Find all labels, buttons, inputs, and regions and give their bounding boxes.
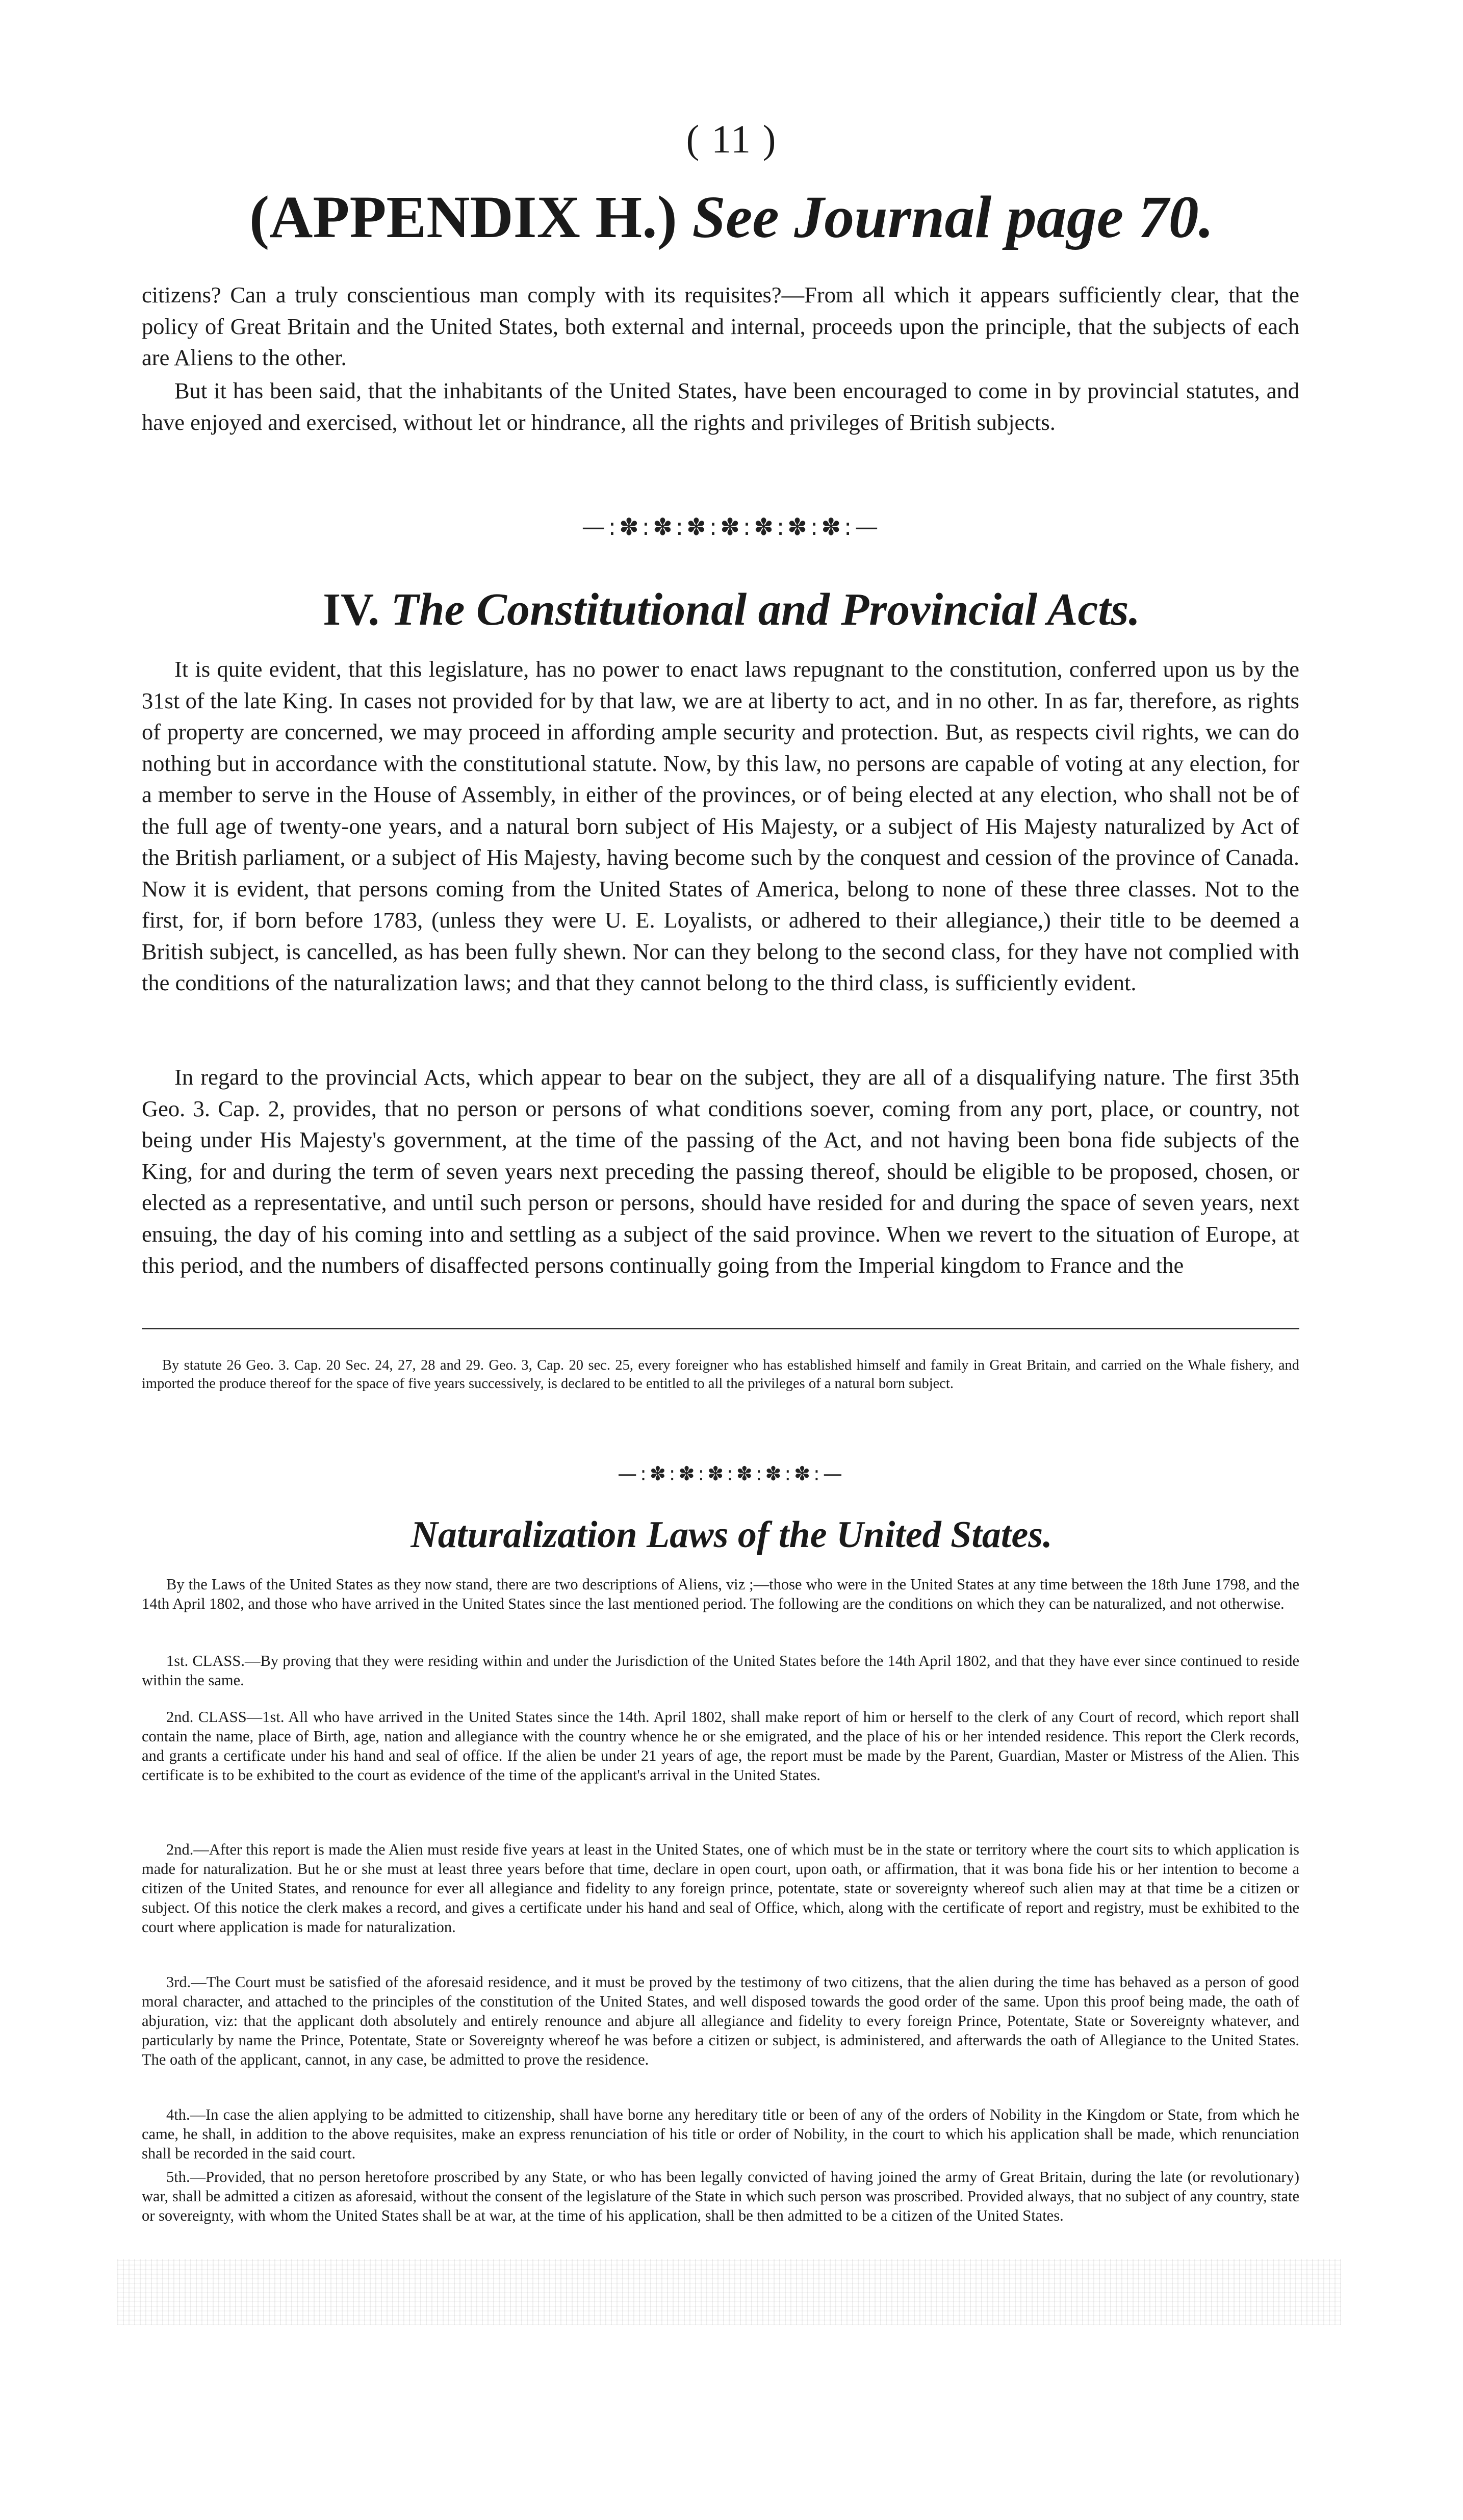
section-divider-ornament: —:✽:✽:✽:✽:✽:✽:✽:—	[581, 513, 882, 541]
footnote-divider-ornament: —:✽:✽:✽:✽:✽:✽:—	[618, 1462, 845, 1485]
naturalization-heading: Naturalization Laws of the United States.	[410, 1514, 1053, 1556]
naturalization-class-1: 1st. CLASS.—By proving that they were residing within and under the Jurisdiction of the United States before the 14th April 1802, and that they have ever since continued to reside within the same.	[142, 1652, 1299, 1689]
section-heading	[0, 583, 1463, 636]
intro-paragraph-1: citizens? Can a truly conscientious man comply with its requisites?—From all which it appears sufficiently clear, that the policy of Great Britain and the United States, both external and internal, proceeds upon the principle, that the subjects of each are Aliens to the other.	[142, 282, 1299, 370]
section-title: The Constitutional and Provincial Acts.	[391, 584, 1140, 635]
section-paragraph-2: In regard to the provincial Acts, which appear to bear on the subject, they are all of a disqualifying nature. The first 35th Geo. 3. Cap. 2, provides, that no person or persons of what conditions soever, coming from any port, place, or country, not being under His Majesty's government, at the time of the passing of the Act, and not having been bona fide subjects of the King, for and during the term of seven years next preceding the passing thereof, should be eligible to be proposed, chosen, or elected as a representative, and until such person or persons, should have resided for and during the space of seven years, next ensuing, the day of his coming into and settling as a subject of the said province. When we revert to the situation of Europe, at this period, and the numbers of disaffected persons continually going from the Imperial kingdom to France and the	[142, 1064, 1299, 1278]
footnote: By statute 26 Geo. 3. Cap. 20 Sec. 24, 27, 28 and 29. Geo. 3, Cap. 20 sec. 25, every foreigner who has established himself and family in Great Britain, and carried on the Whale fishery, and imported the produce thereof for the space of five years successively, is declared to be entitled to all the privileges of a natural born subject.	[142, 1357, 1299, 1392]
appendix-label: (APPENDIX H.)	[249, 184, 677, 250]
print-speckle-texture	[117, 2259, 1341, 2325]
naturalization-intro: By the Laws of the United States as they now stand, there are two descriptions of Aliens, viz ;—those who were in the United States at any time between the 18th June 1798, and the 14th April 1802, and those who have arrived in the United States since the last mentioned period. The following are the conditions on which they can be naturalized, and not otherwise.	[142, 1576, 1299, 1612]
appendix-title	[0, 183, 1463, 252]
section-paragraph-1: It is quite evident, that this legislature, has no power to enact laws repugnant to the constitution, conferred upon us by the 31st of the late King. In cases not provided for by that law, we are at liberty to act, and in no other. In as far, therefore, as rights of property are concerned, we may proceed in affording ample security and protection. But, as respects civil rights, we can do nothing but in accordance with the constitutional statute. Now, by this law, no persons are capable of voting at any election, for a member to serve in the House of Assembly, in either of the provinces, or of being elected at any election, who shall not be of the full age of twenty-one years, and a natural born subject of His Majesty, or a subject of His Majesty naturalized by Act of the British parliament, or a subject of His Majesty, having become such by the conquest and cession of the province of Canada. Now it is evident, that persons coming from the United States of America, belong to none of these three classes. Not to the first, for, if born before 1783, (unless they were U. E. Loyalists, or adhered to their allegiance,) their title to be deemed a British subject, is cancelled, as has been fully shewn. Nor can they belong to the second class, for they have not complied with the conditions of the naturalization laws; and that they cannot belong to the third class, is sufficiently evident.	[142, 656, 1299, 995]
intro-paragraph-2: But it has been said, that the inhabitants of the United States, have been encouraged to come in by provincial statutes, and have enjoyed and exercised, without let or hindrance, all the rights and privileges of British subjects.	[142, 378, 1299, 435]
section-numeral: IV.	[323, 584, 379, 635]
journal-reference: See Journal page 70.	[692, 184, 1214, 250]
naturalization-class-2-fourth: 4th.—In case the alien applying to be admitted to citizenship, shall have borne any hereditary title or been of any of the orders of Nobility in the Kingdom or State, from which he came, he shall, in addition to the above requisites, make an express renunciation of his title or order of Nobility, in the court to which his application shall be made, which renunciation shall be recorded in the said court.	[142, 2106, 1299, 2162]
naturalization-class-2-fifth: 5th.—Provided, that no person heretofore proscribed by any State, or who has been legally convicted of having joined the army of Great Britain, during the late (or revolutionary) war, shall be admitted a citizen as aforesaid, without the consent of the legislature of the State in which such person was proscribed. Provided always, that no subject of any country, state or sovereignty, with whom the United States shall be at war, at the time of his application, shall be then admitted to be a citizen of the United States.	[142, 2168, 1299, 2224]
naturalization-class-2-first: 2nd. CLASS—1st. All who have arrived in the United States since the 14th. April 1802, shall make report of him or herself to the clerk of any Court of record, which report shall contain the name, place of Birth, age, nation and allegiance with the country whence he or she emigrated, and the place of his or her intended residence. This report the Clerk records, and grants a certificate under his hand and seal of office. If the alien be under 21 years of age, the report must be made by the Parent, Guardian, Master or Mistress of the Alien. This certificate is to be exhibited to the court as evidence of the time of the applicant's arrival in the United States.	[142, 1708, 1299, 1784]
page-number: ( 11 )	[686, 117, 777, 161]
naturalization-class-2-second: 2nd.—After this report is made the Alien must reside five years at least in the United States, one of which must be in the state or territory where the court sits to which application is made for naturalization. But he or she must at least three years before that time, declare in open court, upon oath, or affirmation, that it was bona fide his or her intention to become a citizen of the United States, and renounce for ever all allegiance and fidelity to any foreign prince, potentate, state or sovereignty whereof such alien may at that time be a citizen or subject. Of this notice the clerk makes a record, and gives a certificate under his hand and seal of Office, which, along with the certificate of report and registry, must be exhibited to the court where application is made for naturalization.	[142, 1841, 1299, 1936]
naturalization-class-2-third: 3rd.—The Court must be satisfied of the aforesaid residence, and it must be proved by the testimony of two citizens, that the alien during the time has behaved as a person of good moral character, and attached to the principles of the constitution of the United States, and well disposed towards the good order of the same. Upon this proof being made, the oath of abjuration, viz: that the applicant doth absolutely and entirely renounce and abjure all allegiance and fidelity to every foreign Prince, Potentate, State or Sovereignty whatever, and particularly by name the Prince, Potentate, State or Sovereignty whereof he was before a citizen or subject, is administered, and afterwards the oath of Allegiance to the United States. The oath of the applicant, cannot, in any case, be admitted to prove the residence.	[142, 1973, 1299, 2068]
footnote-rule	[142, 1328, 1299, 1329]
